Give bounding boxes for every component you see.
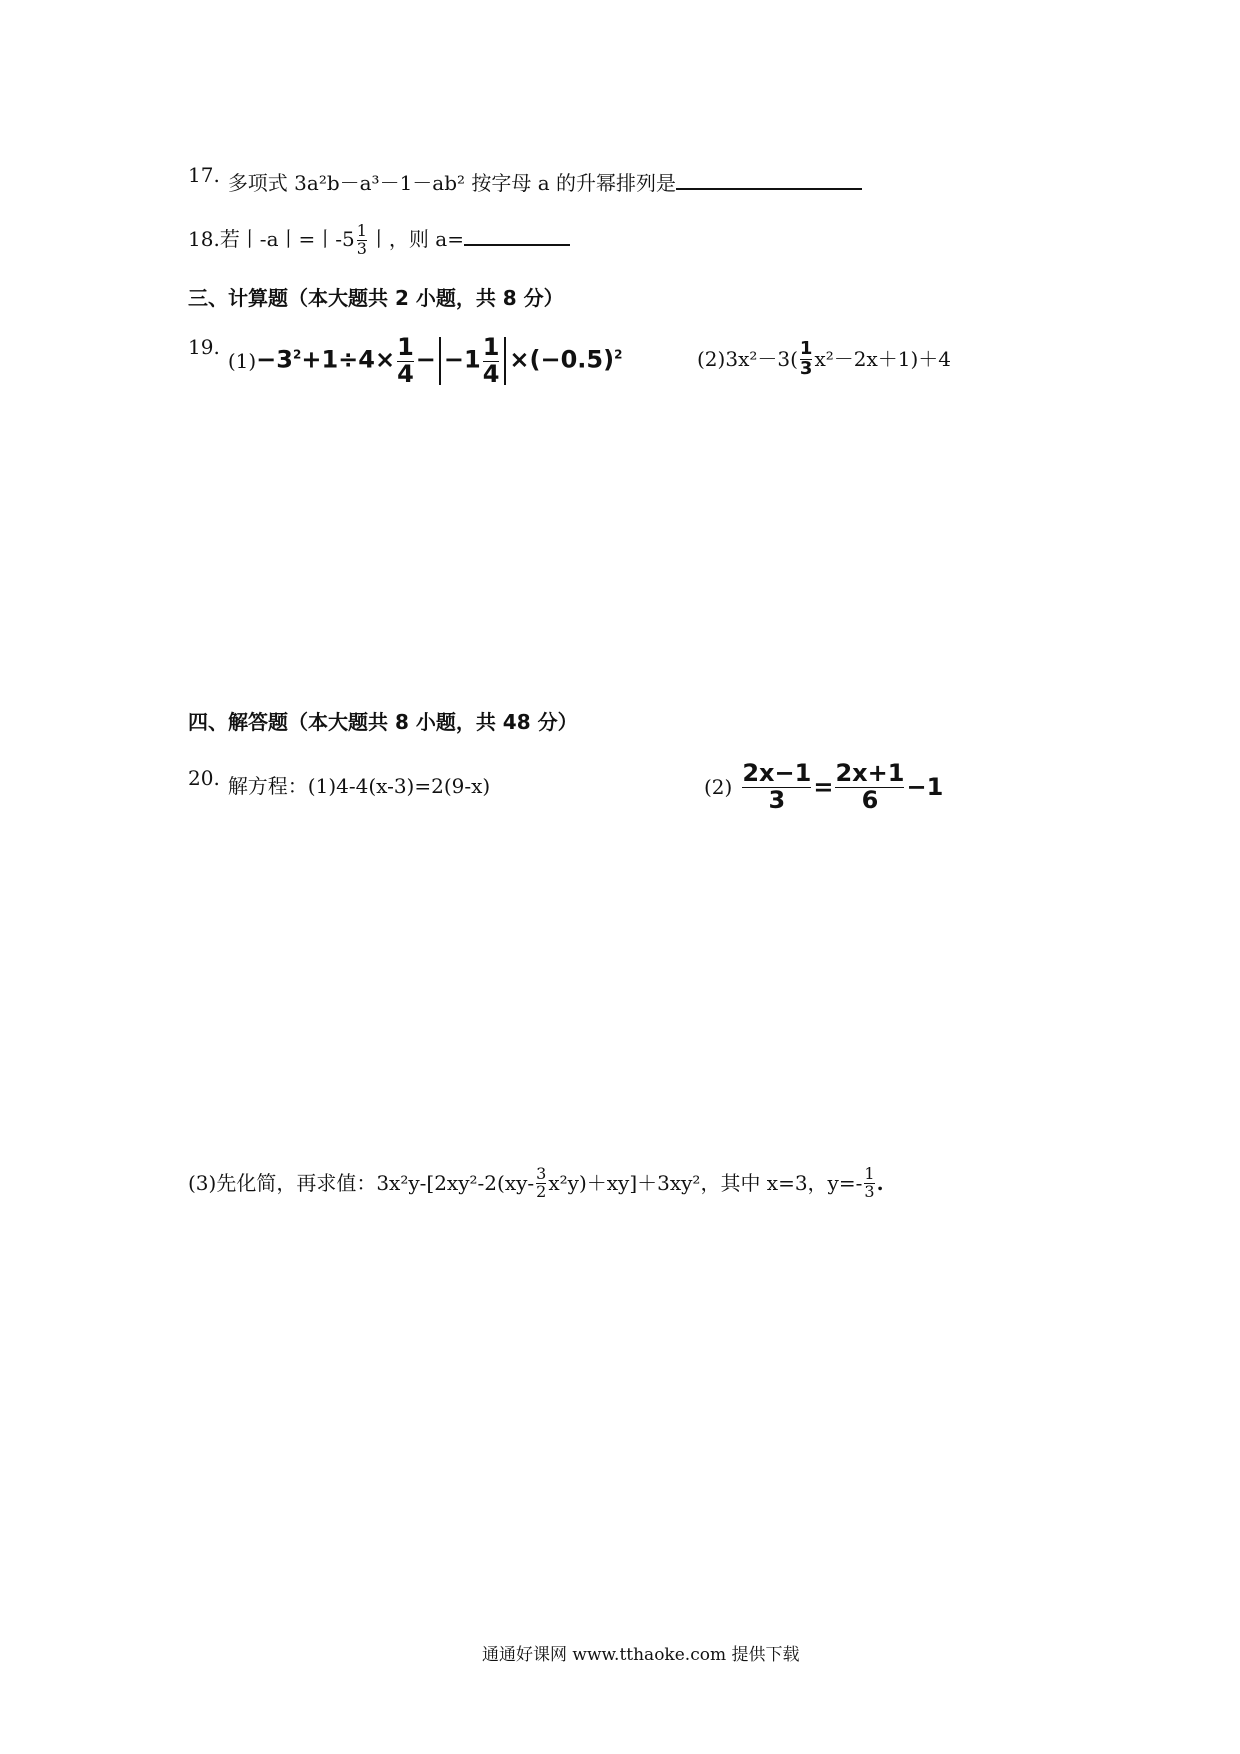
fraction-numerator: 2x+1 xyxy=(835,759,905,788)
fraction-denominator: 3 xyxy=(864,1181,875,1201)
fraction-numerator: 1 xyxy=(799,338,813,359)
expr-term: x²－2x＋1)＋4 xyxy=(814,347,951,372)
expression xyxy=(256,335,622,386)
question-number: 18. xyxy=(188,227,220,251)
fraction xyxy=(357,223,367,258)
fraction-denominator: 4 xyxy=(397,359,414,388)
part-label: (1) xyxy=(227,349,257,373)
expr-term: 3x²－3( xyxy=(725,347,798,372)
fraction-denominator: 6 xyxy=(861,785,879,814)
fraction-numerator: 1 xyxy=(482,333,500,362)
expr-exponent: 2 xyxy=(614,348,623,362)
absolute-bar-left xyxy=(439,337,441,385)
question-20-part-2 xyxy=(704,752,943,822)
section-title: 四、解答题（本大题共 8 小题，共 48 分） xyxy=(188,710,578,734)
question-text: x²y)＋xy]＋3xy²，其中 x=3，y=- xyxy=(548,1171,863,1196)
expr-term: −1 xyxy=(443,346,481,374)
question-text: 解方程：(1)4-4(x-3)=2(9-x) xyxy=(227,774,491,798)
question-18 xyxy=(188,222,570,258)
fraction xyxy=(835,761,904,812)
absolute-bar-right xyxy=(504,337,506,385)
question-19-part-2 xyxy=(697,340,951,379)
fraction-numerator: 1 xyxy=(864,1164,875,1183)
question-text: . xyxy=(876,1171,884,1196)
question-number: 20. xyxy=(188,766,220,790)
equation xyxy=(740,761,943,812)
fraction xyxy=(483,335,500,386)
expr-exponent: 2 xyxy=(292,348,302,362)
part-label: (2) xyxy=(697,347,726,372)
fraction-denominator: 4 xyxy=(482,359,500,388)
fraction xyxy=(536,1166,546,1201)
part-label: (2) xyxy=(704,775,733,799)
footer-text: 通通好课网 www.tthaoke.com 提供下载 xyxy=(482,1645,800,1665)
answer-blank[interactable] xyxy=(464,222,570,246)
question-text: (3)先化简，再求值：3x²y-[2xy²-2(xy- xyxy=(188,1171,535,1196)
fraction xyxy=(864,1166,874,1201)
question-17 xyxy=(188,163,862,197)
fraction-denominator: 3 xyxy=(799,357,813,379)
fraction-numerator: 3 xyxy=(536,1164,547,1183)
expr-term: ×(−0.5) xyxy=(509,346,615,374)
expr-term: −1 xyxy=(906,773,944,801)
fraction xyxy=(397,335,414,386)
expr-term: +1÷4× xyxy=(301,346,396,374)
fraction-denominator: 3 xyxy=(356,239,367,258)
expr-term: −3 xyxy=(256,346,293,374)
fraction-numerator: 1 xyxy=(397,333,414,362)
fraction-numerator: 2x−1 xyxy=(742,759,812,788)
fraction xyxy=(742,761,811,812)
question-20-part-1 xyxy=(188,766,491,800)
fraction-denominator: 3 xyxy=(768,785,786,814)
equals-sign: = xyxy=(813,773,834,801)
question-text: 多项式 3a²b－a³－1－ab² 按字母 a 的升幂排列是 xyxy=(227,171,677,195)
expr-term: − xyxy=(415,346,436,374)
question-number: 19. xyxy=(188,335,220,359)
question-text: 若丨-a丨=丨-5 xyxy=(219,227,355,251)
fraction xyxy=(800,340,813,379)
section-title: 三、计算题（本大题共 2 小题，共 8 分） xyxy=(188,286,564,310)
question-19-part-1 xyxy=(188,326,622,396)
fraction-numerator: 1 xyxy=(356,221,367,241)
question-text-suffix: 丨，则 a= xyxy=(368,227,464,251)
fraction-denominator: 2 xyxy=(536,1181,547,1201)
question-number: 17. xyxy=(188,163,220,187)
question-20-part-3 xyxy=(188,1166,884,1201)
answer-blank[interactable] xyxy=(676,166,862,190)
